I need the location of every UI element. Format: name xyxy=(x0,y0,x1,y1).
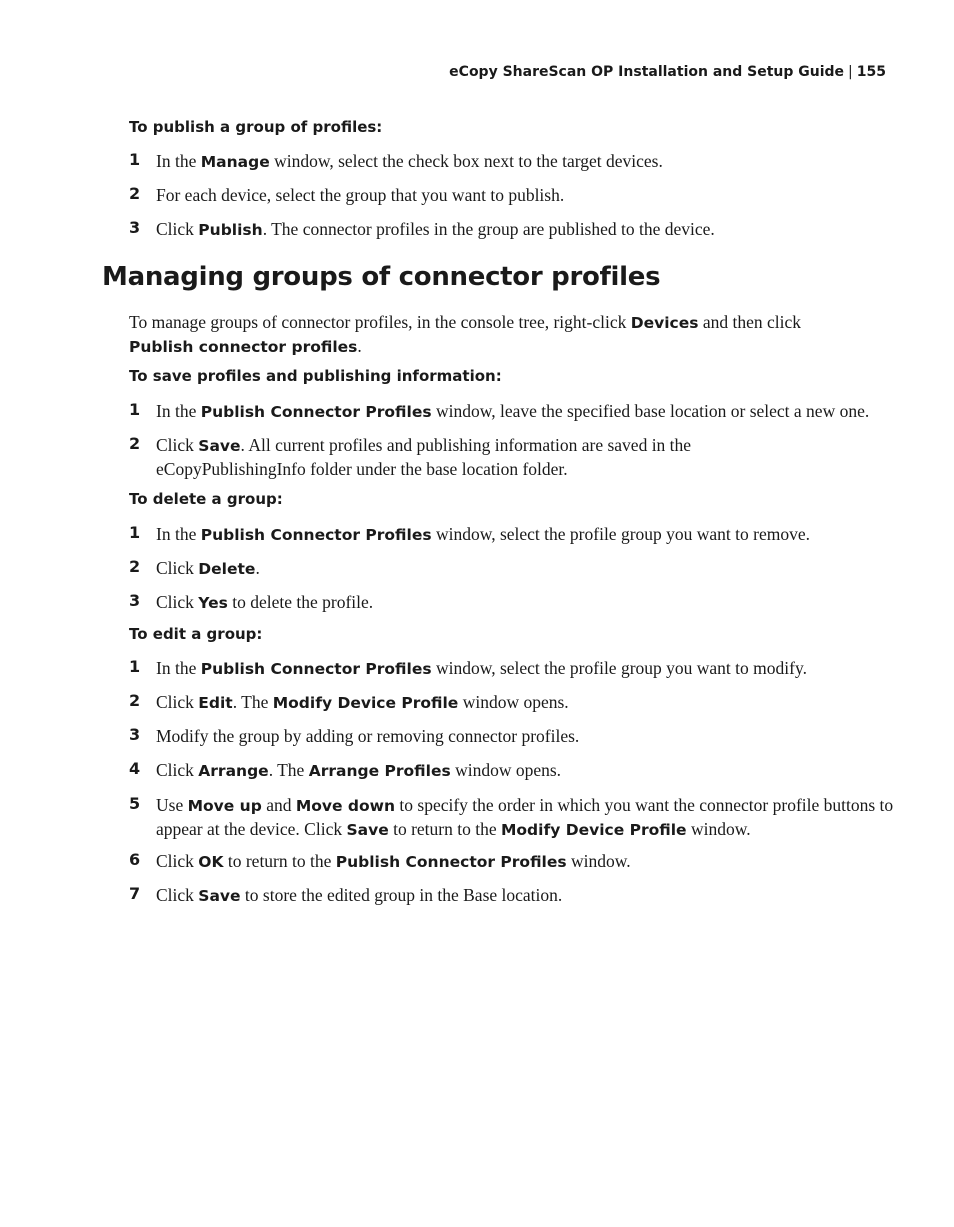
step-number: 1 xyxy=(129,150,141,169)
procedure-title-edit-group: To edit a group: xyxy=(129,625,263,643)
step-text: For each device, select the group that you want to publish. xyxy=(156,185,565,205)
step-text: Use Move up and Move down to specify the order in which you want the connector profile buttons to appear at the device. Click Save to return to the Modify Device Profile window. xyxy=(156,795,894,839)
step-text: In the Publish Connector Profiles window, leave the specified base location or select a new one. xyxy=(156,401,870,421)
running-header xyxy=(449,64,886,80)
step-text: In the Manage window, select the check box next to the target devices. xyxy=(156,151,663,171)
step-text: Click Yes to delete the profile. xyxy=(156,592,374,612)
step-number: 3 xyxy=(129,725,141,744)
step-text: Click Edit. The Modify Device Profile window opens. xyxy=(156,692,569,712)
header-separator: | xyxy=(848,64,853,80)
step-text: Click Save to store the edited group in the Base location. xyxy=(156,885,563,905)
procedure-title-save-profiles: To save profiles and publishing information: xyxy=(129,367,502,385)
step-number: 2 xyxy=(129,184,141,203)
step-text: Click OK to return to the Publish Connector Profiles window. xyxy=(156,851,631,871)
step-number: 1 xyxy=(129,657,141,676)
step-number: 4 xyxy=(129,759,141,778)
procedure-title-publish-group: To publish a group of profiles: xyxy=(129,118,383,136)
section-intro: To manage groups of connector profiles, in the console tree, right-click Devices and then click Publish connector profiles. xyxy=(129,312,801,356)
step-number: 2 xyxy=(129,691,141,710)
step-number: 5 xyxy=(129,794,141,813)
step-number: 1 xyxy=(129,523,141,542)
section-heading: Managing groups of connector profiles xyxy=(102,262,661,292)
step-text: Modify the group by adding or removing connector profiles. xyxy=(156,726,580,746)
step-number: 3 xyxy=(129,591,141,610)
step-number: 2 xyxy=(129,557,141,576)
step-number: 7 xyxy=(129,884,141,903)
step-text: Click Delete. xyxy=(156,558,260,578)
step-text: In the Publish Connector Profiles window, select the profile group you want to modify. xyxy=(156,658,807,678)
step-number: 1 xyxy=(129,400,141,419)
header-title: eCopy ShareScan OP Installation and Setup Guide xyxy=(449,64,845,80)
procedure-title-delete-group: To delete a group: xyxy=(129,490,283,508)
step-number: 3 xyxy=(129,218,141,237)
step-text: Click Publish. The connector profiles in the group are published to the device. xyxy=(156,219,715,239)
step-text: Click Save. All current profiles and publishing information are saved in the eCopyPublishingInfo folder under the base location folder. xyxy=(156,435,692,479)
step-text: In the Publish Connector Profiles window, select the profile group you want to remove. xyxy=(156,524,810,544)
step-text: Click Arrange. The Arrange Profiles window opens. xyxy=(156,760,562,780)
page-number: 155 xyxy=(856,64,886,80)
step-number: 2 xyxy=(129,434,141,453)
step-number: 6 xyxy=(129,850,141,869)
